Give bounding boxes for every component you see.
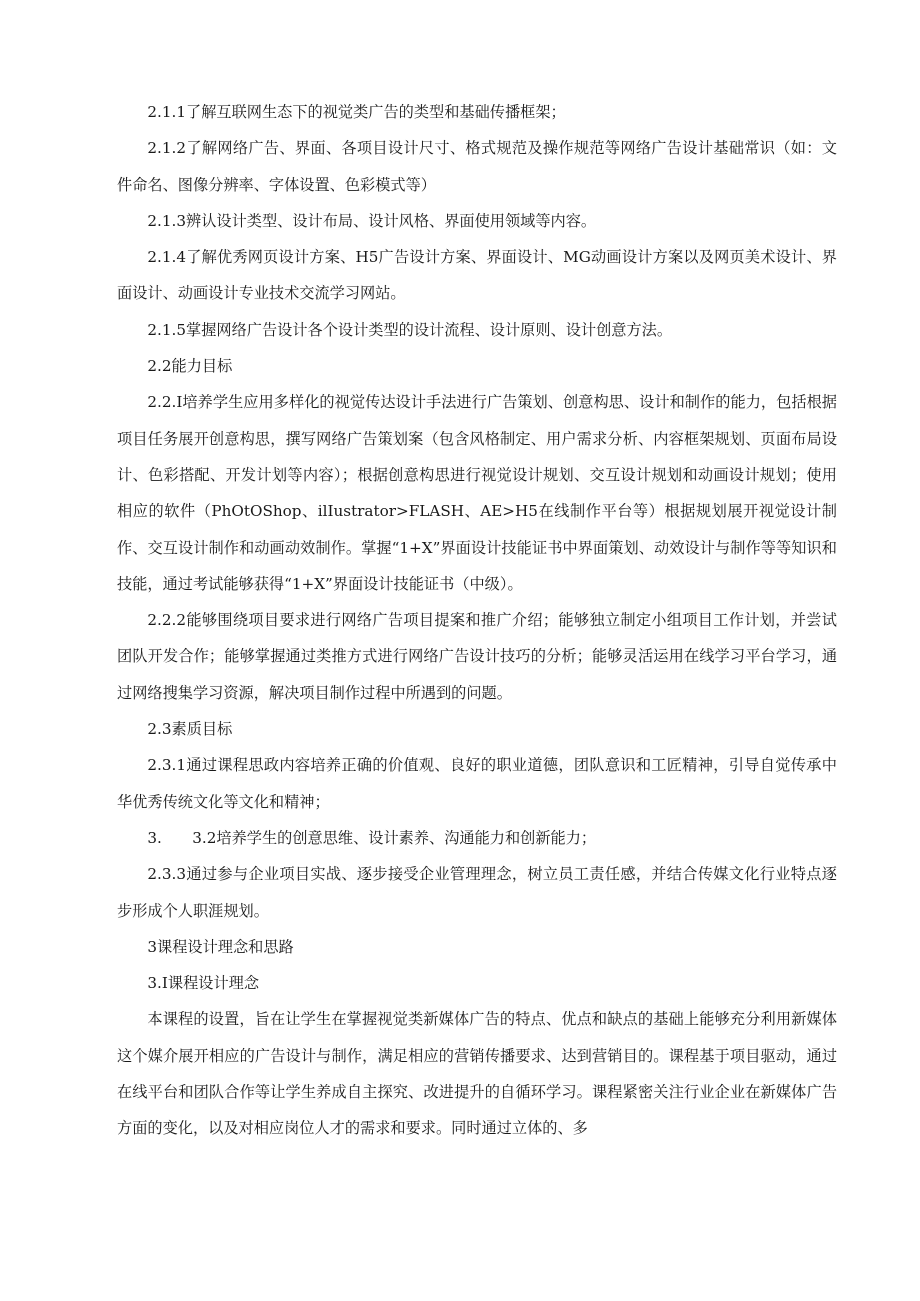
paragraph-2-3-2: 3. 3.2培养学生的创意思维、设计素养、沟通能力和创新能力；	[147, 828, 597, 847]
paragraph-3-1-body: 本课程的设置，旨在让学生在掌握视觉类新媒体广告的特点、优点和缺点的基础上能够充分利用新媒体这个媒介展开相应的广告设计与制作，满足相应的营销传播要求、达到营销目的。课程基于项目驱动，通过在线平台和团队合作等让学生养成自主探究、改进提升的自循环学习。课程紧密关注行业企业在新媒体广告方面的变化，以及对相应岗位人才的需求和要求。同时通过立体的、多	[117, 1010, 837, 1138]
section-heading-3-1: 3.I课程设计理念	[147, 974, 260, 993]
paragraph-2-2-2: 2.2.2能够围绕项目要求进行网络广告项目提案和推广介绍；能够独立制定小组项目工作计划，并尝试团队开发合作；能够掌握通过类推方式进行网络广告设计技巧的分析；能够灵活运用在线学习平台学习，通过网络搜集学习资源，解决项目制作过程中所遇到的问题。	[117, 611, 837, 702]
section-heading-3: 3课程设计理念和思路	[147, 937, 294, 956]
paragraph-2-2-1: 2.2.I培养学生应用多样化的视觉传达设计手法进行广告策划、创意构思、设计和制作的能力，包括根据项目任务展开创意构思，撰写网络广告策划案（包含风格制定、用户需求分析、内容框架规划、页面布局设计、色彩搭配、开发计划等内容）；根据创意构思进行视觉设计规划、交互设计规划和动画设计规划；使用相应的软件（PhOtOShop、ilIustrator>FLASH、AE>H5在线制作平台等）根据规划展开视觉设计制作、交互设计制作和动画动效制作。掌握“1+X”界面设计技能证书中界面策划、动效设计与制作等等知识和技能，通过考试能够获得“1+X”界面设计技能证书（中级）。	[117, 393, 837, 593]
paragraph-2-1-1: 2.1.1了解互联网生态下的视觉类广告的类型和基础传播框架；	[147, 103, 566, 121]
paragraph-2-3-1: 2.3.1通过课程思政内容培养正确的价值观、良好的职业道德，团队意识和工匠精神，引导自觉传承中华优秀传统文化等文化和精神；	[117, 756, 837, 811]
paragraph-2-1-5: 2.1.5掌握网络广告设计各个设计类型的设计流程、设计原则、设计创意方法。	[147, 320, 673, 339]
paragraph-2-1-2: 2.1.2了解网络广告、界面、各项目设计尺寸、格式规范及操作规范等网络广告设计基础常识（如：文件命名、图像分辨率、字体设置、色彩模式等）	[117, 139, 837, 194]
document-body	[117, 94, 837, 1147]
section-heading-2-3: 2.3素质目标	[147, 720, 233, 739]
paragraph-2-3-3: 2.3.3通过参与企业项目实战、逐步接受企业管理理念，树立员工责任感，并结合传媒文化行业特点逐步形成个人职涯规划。	[117, 865, 837, 920]
paragraph-2-1-4: 2.1.4了解优秀网页设计方案、H5广告设计方案、界面设计、MG动画设计方案以及网页美术设计、界面设计、动画设计专业技术交流学习网站。	[117, 248, 837, 303]
section-heading-2-2: 2.2能力目标	[147, 357, 233, 376]
paragraph-2-1-3: 2.1.3辨认设计类型、设计布局、设计风格、界面使用领域等内容。	[147, 211, 597, 230]
